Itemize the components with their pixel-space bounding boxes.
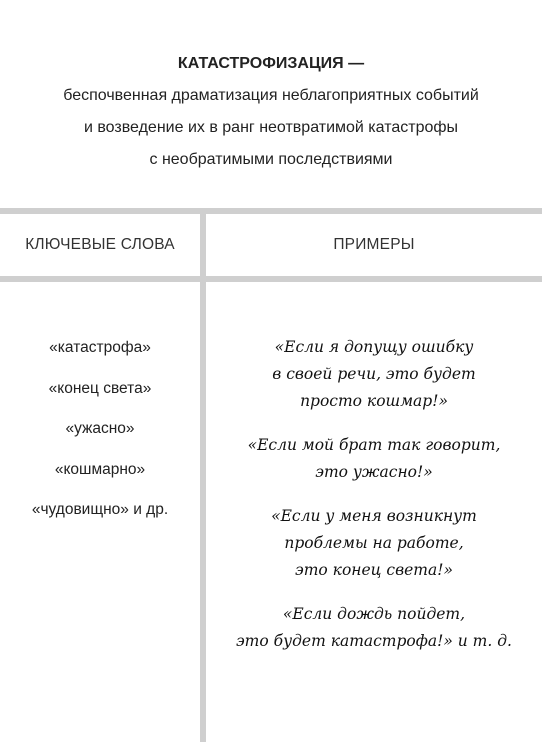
keyword-item: «чудовищно» и др. bbox=[31, 501, 169, 518]
example-item: «Если мой брат так говорит, это ужасно!» bbox=[247, 436, 501, 481]
table-header-divider bbox=[0, 276, 542, 282]
definition-line: с необратимыми последствиями bbox=[149, 151, 393, 168]
example-item: «Если дождь пойдет, это будет катастрофа!» и т. д. bbox=[235, 605, 512, 650]
example-item: «Если у меня возникнут проблемы на работе, это конец света!» bbox=[271, 507, 477, 579]
definition-line: беспочвенная драматизация неблагоприятных событий bbox=[63, 87, 479, 104]
definition-line: и возведение их в ранг неотвратимой катастрофы bbox=[83, 119, 459, 136]
definition-block bbox=[0, 48, 542, 176]
keyword-item: «конец света» bbox=[48, 379, 152, 397]
keyword-item: «ужасно» bbox=[65, 420, 135, 437]
example-item: «Если я допущу ошибку в своей речи, это будет просто кошмар!» bbox=[272, 338, 476, 410]
keywords-column bbox=[0, 334, 200, 537]
examples-column bbox=[206, 334, 542, 672]
header-examples: ПРИМЕРЫ bbox=[333, 236, 415, 253]
keyword-item: «катастрофа» bbox=[49, 339, 151, 356]
keyword-item: «кошмарно» bbox=[54, 460, 146, 478]
definition-term: КАТАСТРОФИЗАЦИЯ — bbox=[177, 55, 365, 72]
header-keywords: КЛЮЧЕВЫЕ СЛОВА bbox=[25, 236, 175, 253]
